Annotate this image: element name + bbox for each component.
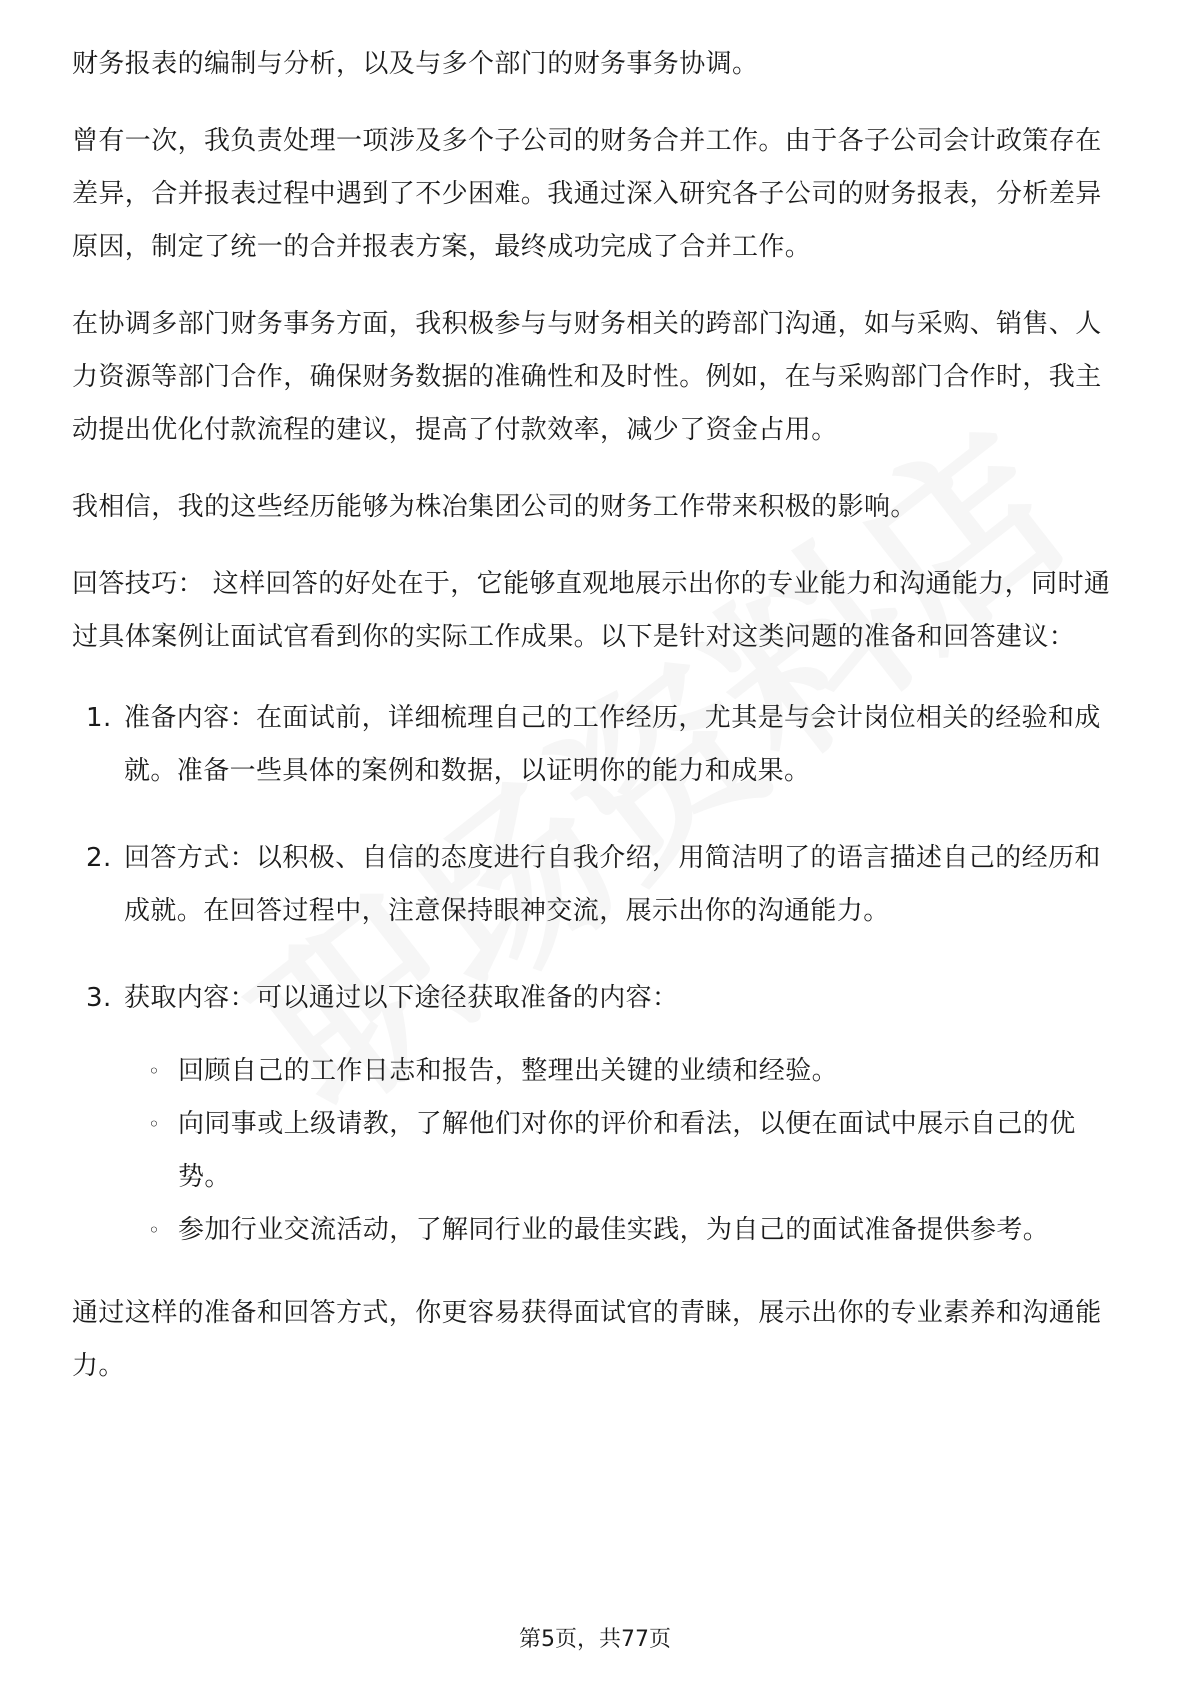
closing-paragraph: 通过这样的准备和回答方式，你更容易获得面试官的青睐，展示出你的专业素养和沟通能力。	[72, 1298, 1102, 1381]
bullet-item-text: 回顾自己的工作日志和报告，整理出关键的业绩和经验。	[178, 1056, 839, 1086]
list-number: 2.	[86, 843, 112, 873]
list-item	[72, 692, 1122, 798]
list-item	[72, 972, 1122, 1025]
paragraph: 在协调多部门财务事务方面，我积极参与与财务相关的跨部门沟通，如与采购、销售、人力资源等部门合作，确保财务数据的准确性和及时性。例如，在与采购部门合作时，我主动提出优化付款流程的建议，提高了付款效率，减少了资金占用。	[72, 309, 1102, 445]
sub-list-container	[72, 1045, 1122, 1257]
paragraph: 曾有一次，我负责处理一项涉及多个子公司的财务合并工作。由于各子公司会计政策存在差异，合并报表过程中遇到了不少困难。我通过深入研究各子公司的财务报表，分析差异原因，制定了统一的合并报表方案，最终成功完成了合并工作。	[72, 126, 1102, 262]
bullet-item	[72, 1098, 1122, 1204]
page-content	[72, 38, 1122, 1417]
bullet-icon: ◦	[148, 1218, 161, 1242]
list-item-text: 获取内容：可以通过以下途径获取准备的内容：	[124, 983, 679, 1013]
paragraph: 财务报表的编制与分析，以及与多个部门的财务事务协调。	[72, 49, 759, 79]
bullet-item	[72, 1045, 1122, 1098]
bullet-list	[72, 1045, 1122, 1257]
list-item-text: 准备内容：在面试前，详细梳理自己的工作经历，尤其是与会计岗位相关的经验和成就。准备一些具体的案例和数据，以证明你的能力和成果。	[124, 703, 1101, 786]
numbered-list	[72, 692, 1122, 1025]
bullet-item	[72, 1204, 1122, 1257]
bullet-item-text: 参加行业交流活动，了解同行业的最佳实践，为自己的面试准备提供参考。	[178, 1215, 1050, 1245]
list-number: 3.	[86, 983, 112, 1013]
list-item	[72, 832, 1122, 938]
list-number: 1.	[86, 703, 112, 733]
bullet-item-text: 向同事或上级请教，了解他们对你的评价和看法，以便在面试中展示自己的优势。	[178, 1109, 1076, 1192]
paragraph: 我相信，我的这些经历能够为株冶集团公司的财务工作带来积极的影响。	[72, 492, 917, 522]
page-number-footer: 第5页，共77页	[519, 1627, 671, 1652]
bullet-icon: ◦	[148, 1059, 161, 1083]
tips-paragraph: 回答技巧： 这样回答的好处在于，它能够直观地展示出你的专业能力和沟通能力，同时通过具体案例让面试官看到你的实际工作成果。以下是针对这类问题的准备和回答建议：	[72, 569, 1111, 652]
list-item-text: 回答方式：以积极、自信的态度进行自我介绍，用简洁明了的语言描述自己的经历和成就。在回答过程中，注意保持眼神交流，展示出你的沟通能力。	[124, 843, 1101, 926]
bullet-icon: ◦	[148, 1112, 161, 1136]
